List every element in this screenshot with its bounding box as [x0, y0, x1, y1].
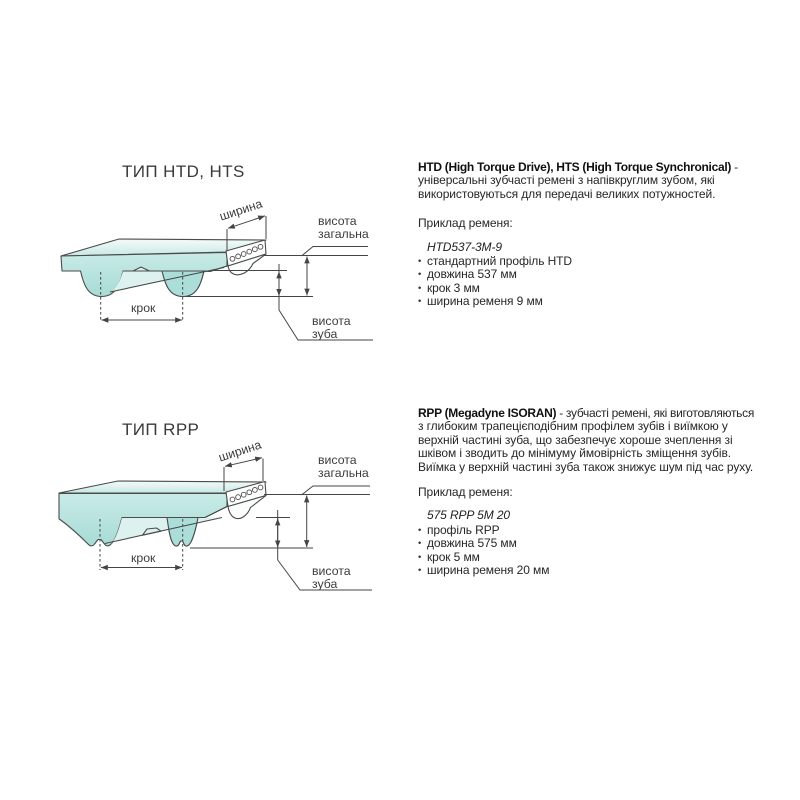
bullet-icon: •	[418, 269, 422, 281]
rpp-pitch-label: крок	[131, 551, 156, 565]
htd-heading: HTD (High Torque Drive), HTS (High Torque Synchronical) -	[418, 160, 738, 174]
rpp-example-label: Приклад ременя:	[418, 485, 513, 500]
htd-example-name: HTD537-3M-9	[427, 239, 502, 254]
htd-section-title: ТИП HTD, HTS	[122, 162, 245, 181]
htd-width-label: ширина	[217, 196, 265, 224]
bullet-icon: •	[418, 296, 422, 308]
htd-spec-item: • довжина 537 мм	[418, 267, 517, 282]
rpp-description-block	[418, 407, 794, 577]
bullet-icon: •	[418, 538, 422, 550]
htd-spec-item: • крок 3 мм	[418, 280, 480, 295]
htd-desc-line: використовуються для передачі великих потужностей.	[418, 186, 716, 201]
htd-belt-drawing	[61, 239, 266, 297]
rpp-width-label: ширина	[216, 437, 264, 465]
rpp-total-height-label: висота загальна	[318, 453, 369, 480]
htd-description-block	[418, 161, 794, 309]
htd-total-height-label: висота загальна	[318, 214, 369, 241]
htd-desc-line: універсальні зубчасті ремені з напівкруглим зубом, які	[418, 173, 715, 188]
htd-tooth-height-label: висота зуба	[312, 314, 351, 341]
rpp-spec-item: • довжина 575 мм	[418, 536, 517, 551]
rpp-spec-item: • профіль RPP	[418, 522, 500, 537]
rpp-tooth-height-label: висота зуба	[312, 564, 351, 591]
bullet-icon: •	[418, 524, 422, 536]
htd-spec-item: • ширина ременя 9 мм	[418, 294, 543, 309]
bullet-icon: •	[418, 256, 422, 268]
rpp-spec-item: • ширина ременя 20 мм	[418, 563, 550, 578]
htd-example-label: Приклад ременя:	[418, 216, 513, 231]
bullet-icon: •	[418, 282, 422, 294]
rpp-desc-line: верхній частині зуба, що забезпечує хороше зчеплення зі	[418, 432, 733, 447]
rpp-heading: RPP (Megadyne ISORAN) - зубчасті ремені, які виготовляються	[418, 406, 755, 420]
rpp-spec-list	[418, 524, 794, 578]
rpp-tooth-2	[167, 518, 198, 547]
rpp-desc-line: шківом і зводить до мінімуму ймовірність зміщення зубів.	[418, 446, 731, 461]
htd-spec-list	[418, 255, 794, 309]
rpp-desc-line: Виїмка у верхній частині зуба також знижує шум під час руху.	[418, 459, 754, 474]
bullet-icon: •	[418, 551, 422, 563]
bullet-icon: •	[418, 565, 422, 577]
rpp-spec-item: • крок 5 мм	[418, 549, 480, 564]
htd-spec-item: • стандартний профіль HTD	[418, 254, 572, 269]
rpp-belt-drawing	[59, 481, 266, 546]
rpp-example-name: 575 RPP 5M 20	[427, 508, 510, 523]
rpp-desc-line: з глибоким трапецієподібним профілем зубів і виїмкою у	[418, 419, 728, 434]
rpp-section-title: ТИП RPP	[122, 420, 200, 439]
htd-pitch-label: крок	[131, 301, 156, 315]
